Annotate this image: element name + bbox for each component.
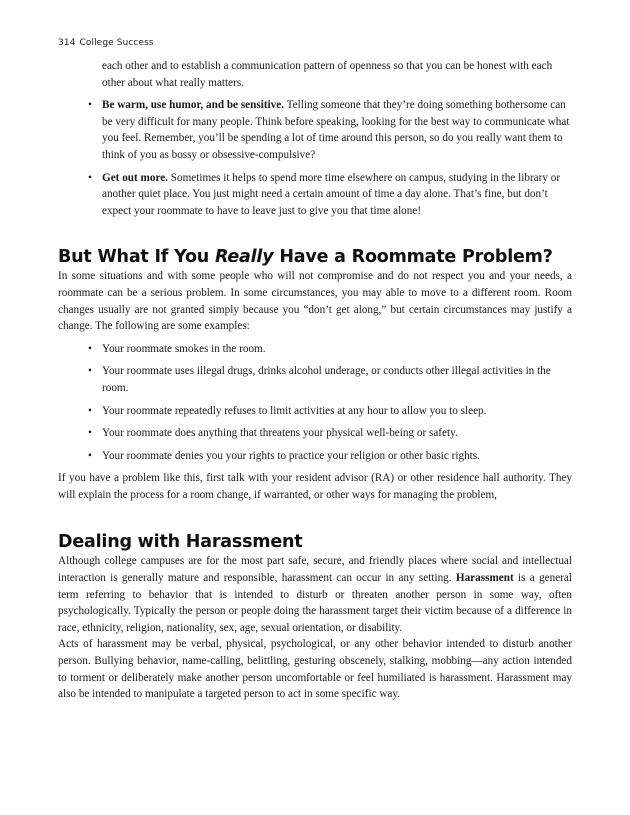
example-item: • Your roommate uses illegal drugs, drinks alcohol underage, or conducts other illegal activities in the room. <box>102 363 572 396</box>
examples-list <box>58 341 572 465</box>
harassment-definition-paragraph: Although college campuses are for the most part safe, secure, and friendly places where social and intellectual interaction is generally mature and responsible, harassment can occur in any setting. Harassment is a general term referring to behavior that is intended to disturb or threaten another person in some way, often psychologically. Typically the person or people doing the harassment target their victim because of a difference in race, ethnicity, religion, nationality, sex, age, sexual orientation, or disability. <box>58 555 572 634</box>
roommate-intro-paragraph: In some situations and with some people who will not compromise and do not respect you and your needs, a roommate can be a serious problem. In some circumstances, you may able to move to a different room. Room changes usually are not granted simply because you “don’t get along,” but certain circumstances may justify a change. The following are some examples: <box>58 270 572 333</box>
tip-text: Sometimes it helps to spend more time elsewhere on campus, studying in the library or another quiet place. You just might need a certain amount of time a day alone. That’s fine, but don’t expect your roommate to have to leave just to give you that time alone! <box>102 171 561 217</box>
tip-item <box>102 97 572 163</box>
resident-advisor-paragraph: If you have a problem like this, first talk with your resident advisor (RA) or other residence hall authority. They will explain the process for a room change, if warranted, or other ways for managing the problem, <box>58 472 572 501</box>
harassment-acts-paragraph: Acts of harassment may be verbal, physical, psychological, or any other behavior intended to disturb another person. Bullying behavior, name-calling, belittling, gesturing obscenely, stalking, mobbing—any action intended to torment or deliberately make another person uncomfortable or feel humiliated is harassment. Harassment may also be intended to manipulate a targeted person to act in some specific way. <box>58 638 572 701</box>
book-title: College Success <box>79 38 154 48</box>
page-content <box>58 58 572 703</box>
tip-lead: Get out more. <box>102 171 168 184</box>
example-item: • Your roommate smokes in the room. <box>102 341 572 358</box>
example-item: • Your roommate repeatedly refuses to limit activities at any hour to allow you to sleep. <box>102 403 572 420</box>
tip-text: Telling someone that they’re doing something bothersome can be very difficult for many people. Think before speaking, looking for the best way to communicate what you feel. Remember, you’ll be spending a lot of time around this person, so do you really want them to think of you as bossy or obsessive-compulsive? <box>102 99 570 161</box>
key-term: Harassment <box>455 572 514 585</box>
tips-list <box>58 97 572 219</box>
page-number: 314 <box>58 38 76 48</box>
tip-lead: Be warm, use humor, and be sensitive. <box>102 99 285 112</box>
continuation-text: each other and to establish a communication pattern of openness so that you can be honest with each other about what really matters. <box>102 60 553 89</box>
example-item: • Your roommate does anything that threatens your physical well-being or safety. <box>102 425 572 442</box>
section-heading-harassment: Dealing with Harassment <box>58 532 303 553</box>
running-header <box>58 38 154 48</box>
example-item: • Your roommate denies you your rights to practice your religion or other basic rights. <box>102 448 572 465</box>
tip-item <box>102 170 572 220</box>
section-heading-roommate-problem: But What If You Really Have a Roommate Problem? <box>58 247 553 268</box>
